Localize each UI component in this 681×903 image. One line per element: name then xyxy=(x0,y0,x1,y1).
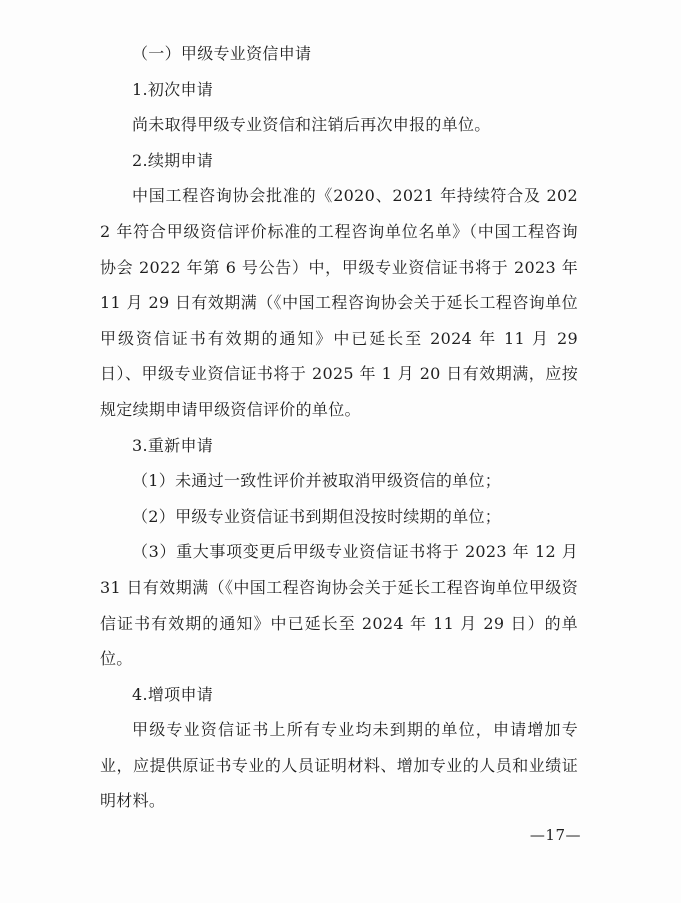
subheading-additional-application: 4.增项申请 xyxy=(132,684,214,704)
list-item-reapplication-3: （3）重大事项变更后甲级专业资信证书将于 2023 年 12 月 31 日有效期满（《中国工程咨询协会关于延长工程咨询单位甲级资信证书有效期的通知》中已延长至 2024 年 11 月 29 日）的单位。 xyxy=(100,542,578,669)
list-item-reapplication-1: （1）未通过一致性评价并被取消甲级资信的单位； xyxy=(132,471,502,491)
subheading-reapplication: 3.重新申请 xyxy=(132,435,214,455)
subheading-renewal-application: 2.续期申请 xyxy=(132,150,214,170)
section-heading-class-a: （一）甲级专业资信申请 xyxy=(132,44,312,63)
paragraph-initial-application: 尚未取得甲级专业资信和注销后再次申报的单位。 xyxy=(132,115,491,135)
page-number: —17— xyxy=(529,826,581,844)
paragraph-renewal-application: 中国工程咨询协会批准的《2020、2021 年持续符合及 2022 年符合甲级资信评价标准的工程咨询单位名单》（中国工程咨询协会 2022 年第 6 号公告）中，甲级专业资信证书将于 2023 年 11 月 29 日有效期满（《中国工程咨询协会关于延长工程咨询单位甲级资信证书有效期的通知》中已延长至 2024 年 11 月 29 日）、甲级专业资信证书将于 2025 年 1 月 20 日有效期满，应按规定续期申请甲级资信评价的单位。 xyxy=(100,186,578,419)
paragraph-additional-application: 甲级专业资信证书上所有专业均未到期的单位，申请增加专业，应提供原证书专业的人员证明材料、增加专业的人员和业绩证明材料。 xyxy=(100,720,578,811)
subheading-initial-application: 1.初次申请 xyxy=(132,79,214,99)
list-item-reapplication-2: （2）甲级专业资信证书到期但没按时续期的单位； xyxy=(132,506,502,526)
document-body xyxy=(100,36,578,819)
